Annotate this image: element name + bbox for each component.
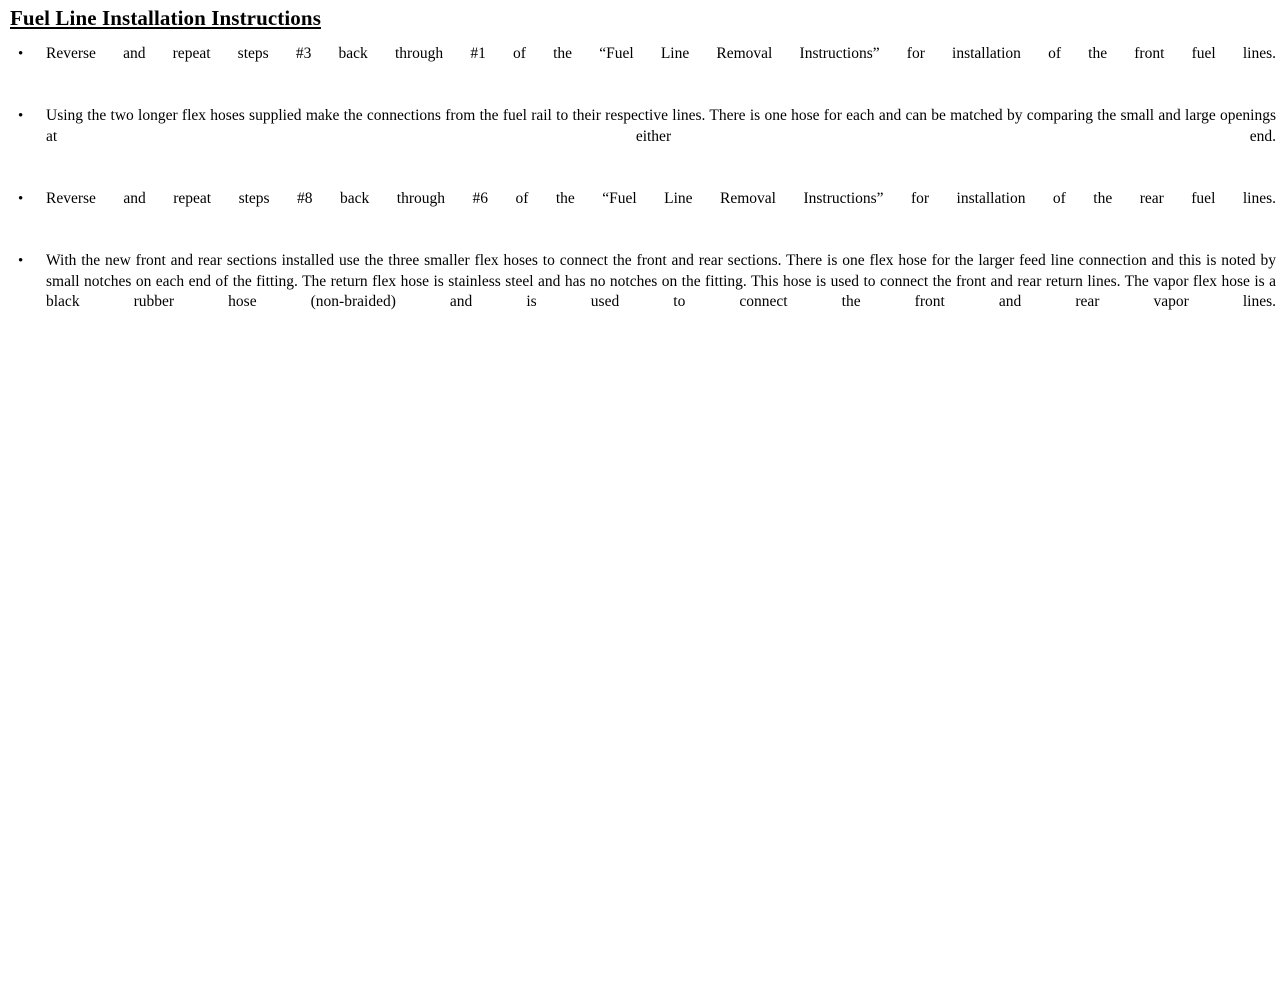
page-title: Fuel Line Installation Instructions bbox=[10, 6, 321, 30]
list-item-text: Reverse and repeat steps #3 back through #1 of the “Fuel Line Removal Instructions” for installation of the front fuel lines. bbox=[46, 45, 1276, 63]
list-item bbox=[10, 106, 1276, 169]
bullet-icon: • bbox=[18, 107, 24, 124]
instruction-list bbox=[10, 44, 1276, 334]
list-item bbox=[10, 44, 1276, 86]
list-item bbox=[10, 251, 1276, 335]
list-item bbox=[10, 189, 1276, 231]
bullet-icon: • bbox=[18, 46, 24, 63]
list-item-text: With the new front and rear sections installed use the three smaller flex hoses to connect the front and rear sections. There is one flex hose for the larger feed line connection and this is noted by small notches on each end of the fitting. The return flex hose is stainless steel and has no notches on the fitting. This hose is used to connect the front and rear return lines. The vapor flex hose is a black rubber hose (non-braided) and is used to connect the front and rear vapor lines. bbox=[46, 251, 1276, 311]
bullet-icon: • bbox=[18, 252, 24, 269]
bullet-icon: • bbox=[18, 190, 24, 207]
list-item-text: Using the two longer flex hoses supplied make the connections from the fuel rail to their respective lines. There is one hose for each and can be matched by comparing the small and large openings at either end. bbox=[46, 106, 1276, 145]
list-item-text: Reverse and repeat steps #8 back through #6 of the “Fuel Line Removal Instructions” for installation of the rear fuel lines. bbox=[46, 189, 1276, 207]
